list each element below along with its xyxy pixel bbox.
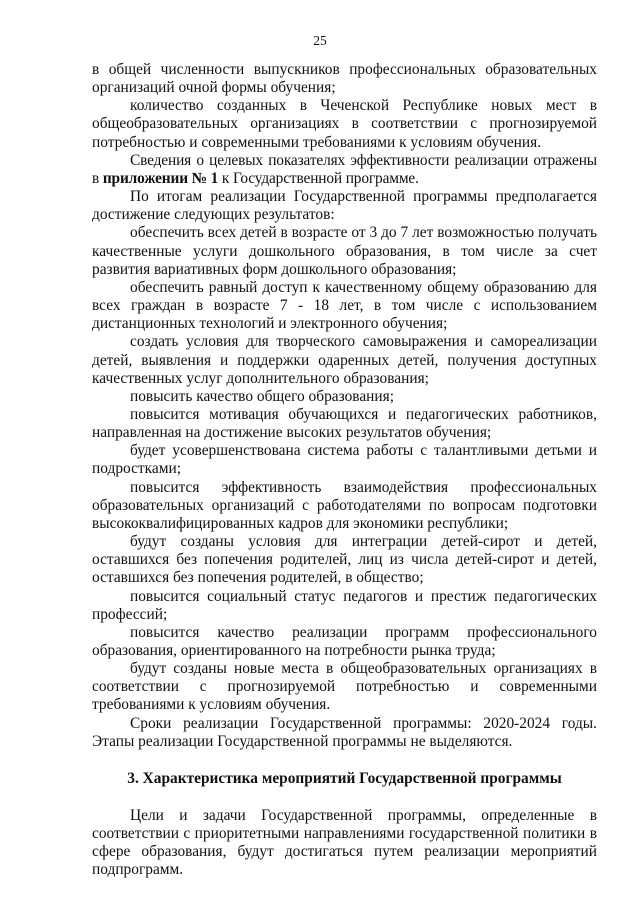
page-body: [92, 61, 597, 880]
result-item-motivation: повысится мотивация обучающихся и педагогических работников, направленная на достижение высоких результатов обучения;: [92, 405, 597, 442]
result-item-teacher-status: повысится социальный статус педагогов и престиж педагогических профессий;: [92, 587, 597, 623]
paragraph-program-timeline: Сроки реализации Государственной программы: 2020-2024 годы. Этапы реализации Государственной программы не выделяются.: [92, 714, 597, 750]
result-item-employer-cooperation: повысится эффективность взаимодействия профессиональных образовательных организаций с работодателями по вопросам подготовки высококвалифицированных кадров для экономики республики;: [92, 478, 597, 532]
page-number: 25: [313, 33, 327, 48]
result-item-general-education-access: обеспечить равный доступ к качественному общему образованию для всех граждан в возрасте 7 - 18 лет, в том числе с использованием дистанционных технологий и электронного обучения;: [92, 278, 597, 333]
result-item-gifted-children: будет усовершенствована система работы с талантливыми детьми и подростками;: [92, 442, 597, 478]
paragraph-continuation: в общей численности выпускников профессиональных образовательных организаций очной формы обучения;: [92, 61, 597, 97]
paragraph-text: к Государственной программе.: [218, 169, 419, 187]
section-paragraph: Цели и задачи Государственной программы, определенные в соответствии с приоритетными направлениями государственной политики в сфере образования, будут достигаться путем реализации мероприятий подпрограмм.: [92, 806, 597, 879]
result-item-education-quality: повысить качество общего образования;: [130, 387, 395, 405]
section-heading: 3. Характеристика мероприятий Государственной программы: [127, 769, 562, 787]
result-item-vocational-quality: повысится качество реализации программ профессионального образования, ориентированного на потребности рынка труда;: [92, 623, 597, 659]
result-item-new-school-places: будут созданы новые места в общеобразовательных организациях в соответствии с прогнозируемой потребностью и современными требованиями к условиям обучения.: [92, 660, 597, 714]
paragraph-expected-results-intro: По итогам реализации Государственной программы предполагается достижение следующих результатов:: [92, 188, 597, 224]
result-item-creative-self-expression: создать условия для творческого самовыражения и самореализации детей, выявления и поддержки одаренных детей, получения доступных качественных услуг дополнительного образования;: [92, 333, 597, 387]
paragraph-target-indicators: [92, 152, 597, 188]
appendix-reference: приложении № 1: [102, 169, 219, 187]
result-item-preschool: обеспечить всех детей в возрасте от 3 до 7 лет возможностью получать качественные услуги дошкольного образования, в том числе за счет развития вариативных форм дошкольного образования;: [92, 224, 597, 278]
paragraph-text: Сведения о целевых показателях эффективности реализации отражены в: [92, 151, 597, 187]
result-item-orphan-integration: будут созданы условия для интеграции детей-сирот и детей, оставшихся без попечения родителей, лиц из числа детей-сирот и детей, оставшихся без попечения родителей, в общество;: [92, 533, 597, 587]
paragraph-indicator-new-places: количество созданных в Чеченской Республике новых мест в общеобразовательных организациях в соответствии с прогнозируемой потребностью и современными требованиями к условиям обучения.: [92, 97, 597, 151]
